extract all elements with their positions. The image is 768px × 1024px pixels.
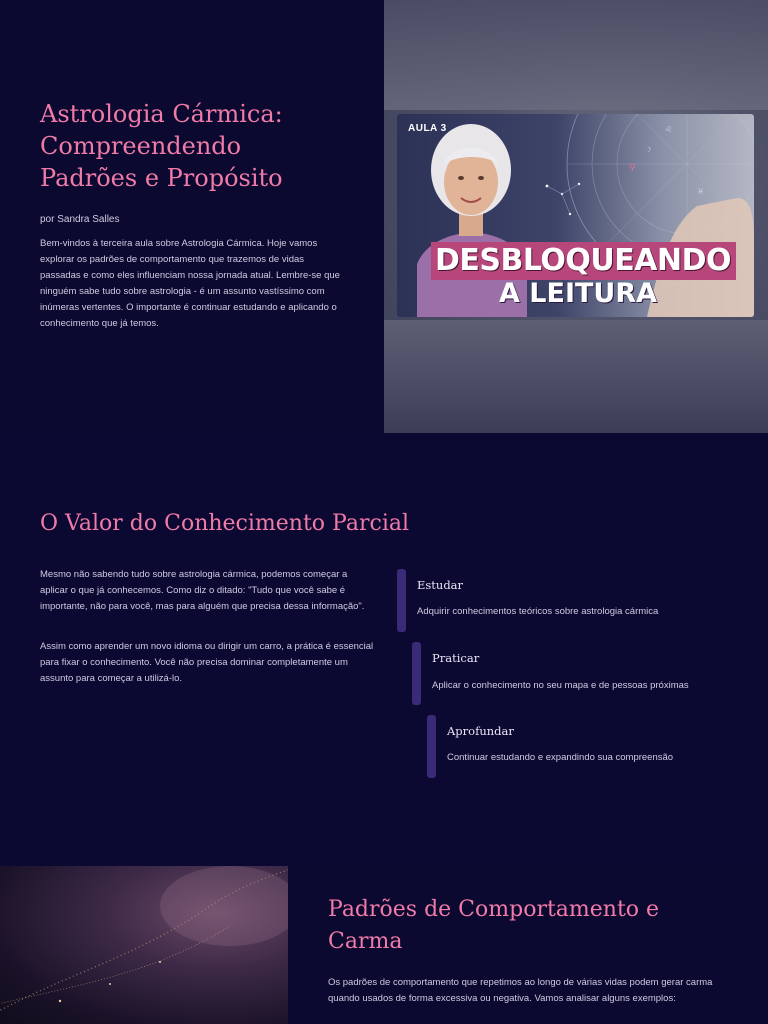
lesson-badge: AULA 3 <box>408 123 447 134</box>
svg-text:☽: ☽ <box>645 146 652 154</box>
author-line: por Sandra Salles <box>40 214 120 225</box>
hero-section <box>0 0 768 433</box>
section-title-knowledge: O Valor do Conhecimento Parcial <box>40 511 410 536</box>
step-description: Aplicar o conhecimento no seu mapa e de pessoas próximas <box>432 680 689 691</box>
patterns-section <box>0 866 768 1024</box>
page-title: Astrologia Cármica: Compreendendo Padrões e Propósito <box>40 100 283 192</box>
step-description: Continuar estudando e expandindo sua compreensão <box>447 752 674 763</box>
patterns-paragraph: Os padrões de comportamento que repetimos ao longo de várias vidas podem gerar carma quando usados de forma excessiva ou negativa. Vamos analisar alguns exemplos: <box>328 977 713 1004</box>
intro-paragraph: Bem-vindos à terceira aula sobre Astrologia Cármica. Hoje vamos explorar os padrões de comportamento que trazemos de vidas passadas e como eles influenciam nossa jornada atual. Lembre-se que ninguém sabe tudo sobre astrologia - é um assunto vastíssimo com inúmeras vertentes. O importante é continuar estudando e aplicando o conhecimento que já temos. <box>40 238 340 329</box>
step-bar <box>397 569 406 632</box>
step-description: Adquirir conhecimentos teóricos sobre astrologia cármica <box>417 606 659 617</box>
step-bar <box>427 715 436 778</box>
hero-image-blur-top <box>384 0 768 110</box>
thumbnail-headline-line1: DESBLOQUEANDO <box>435 243 732 278</box>
step-title: Praticar <box>432 651 480 665</box>
hero-image <box>384 0 768 433</box>
step-title: Estudar <box>417 578 464 592</box>
knowledge-section <box>0 433 768 866</box>
knowledge-paragraph-2: Assim como aprender um novo idioma ou dirigir um carro, a prática é essencial para fixar o conhecimento. Você não precisa dominar completamente um assunto para começar a utilizá-lo. <box>40 641 374 684</box>
hero-image-blur-bottom <box>384 320 768 433</box>
thumbnail-headline-line2: A LEITURA <box>499 278 658 309</box>
hero-text <box>40 98 340 332</box>
knowledge-paragraph-1: Mesmo não sabendo tudo sobre astrologia cármica, podemos começar a aplicar o que já conhecemos. Como diz o ditado: "Tudo que você sabe é importante, não para você, mas para alguém que precisa dessa informação". <box>40 569 365 612</box>
step-title: Aprofundar <box>447 724 514 738</box>
cosmic-swirl-graphic <box>0 866 288 1024</box>
cosmic-image <box>0 866 288 1024</box>
lesson-thumbnail[interactable] <box>397 114 754 317</box>
svg-text:♀: ♀ <box>629 163 636 173</box>
step-bar <box>412 642 421 705</box>
svg-text:♌: ♌ <box>665 125 673 134</box>
section-title-patterns: Padrões de Comportamento e Carma <box>328 897 660 954</box>
svg-text:♓: ♓ <box>697 187 705 196</box>
